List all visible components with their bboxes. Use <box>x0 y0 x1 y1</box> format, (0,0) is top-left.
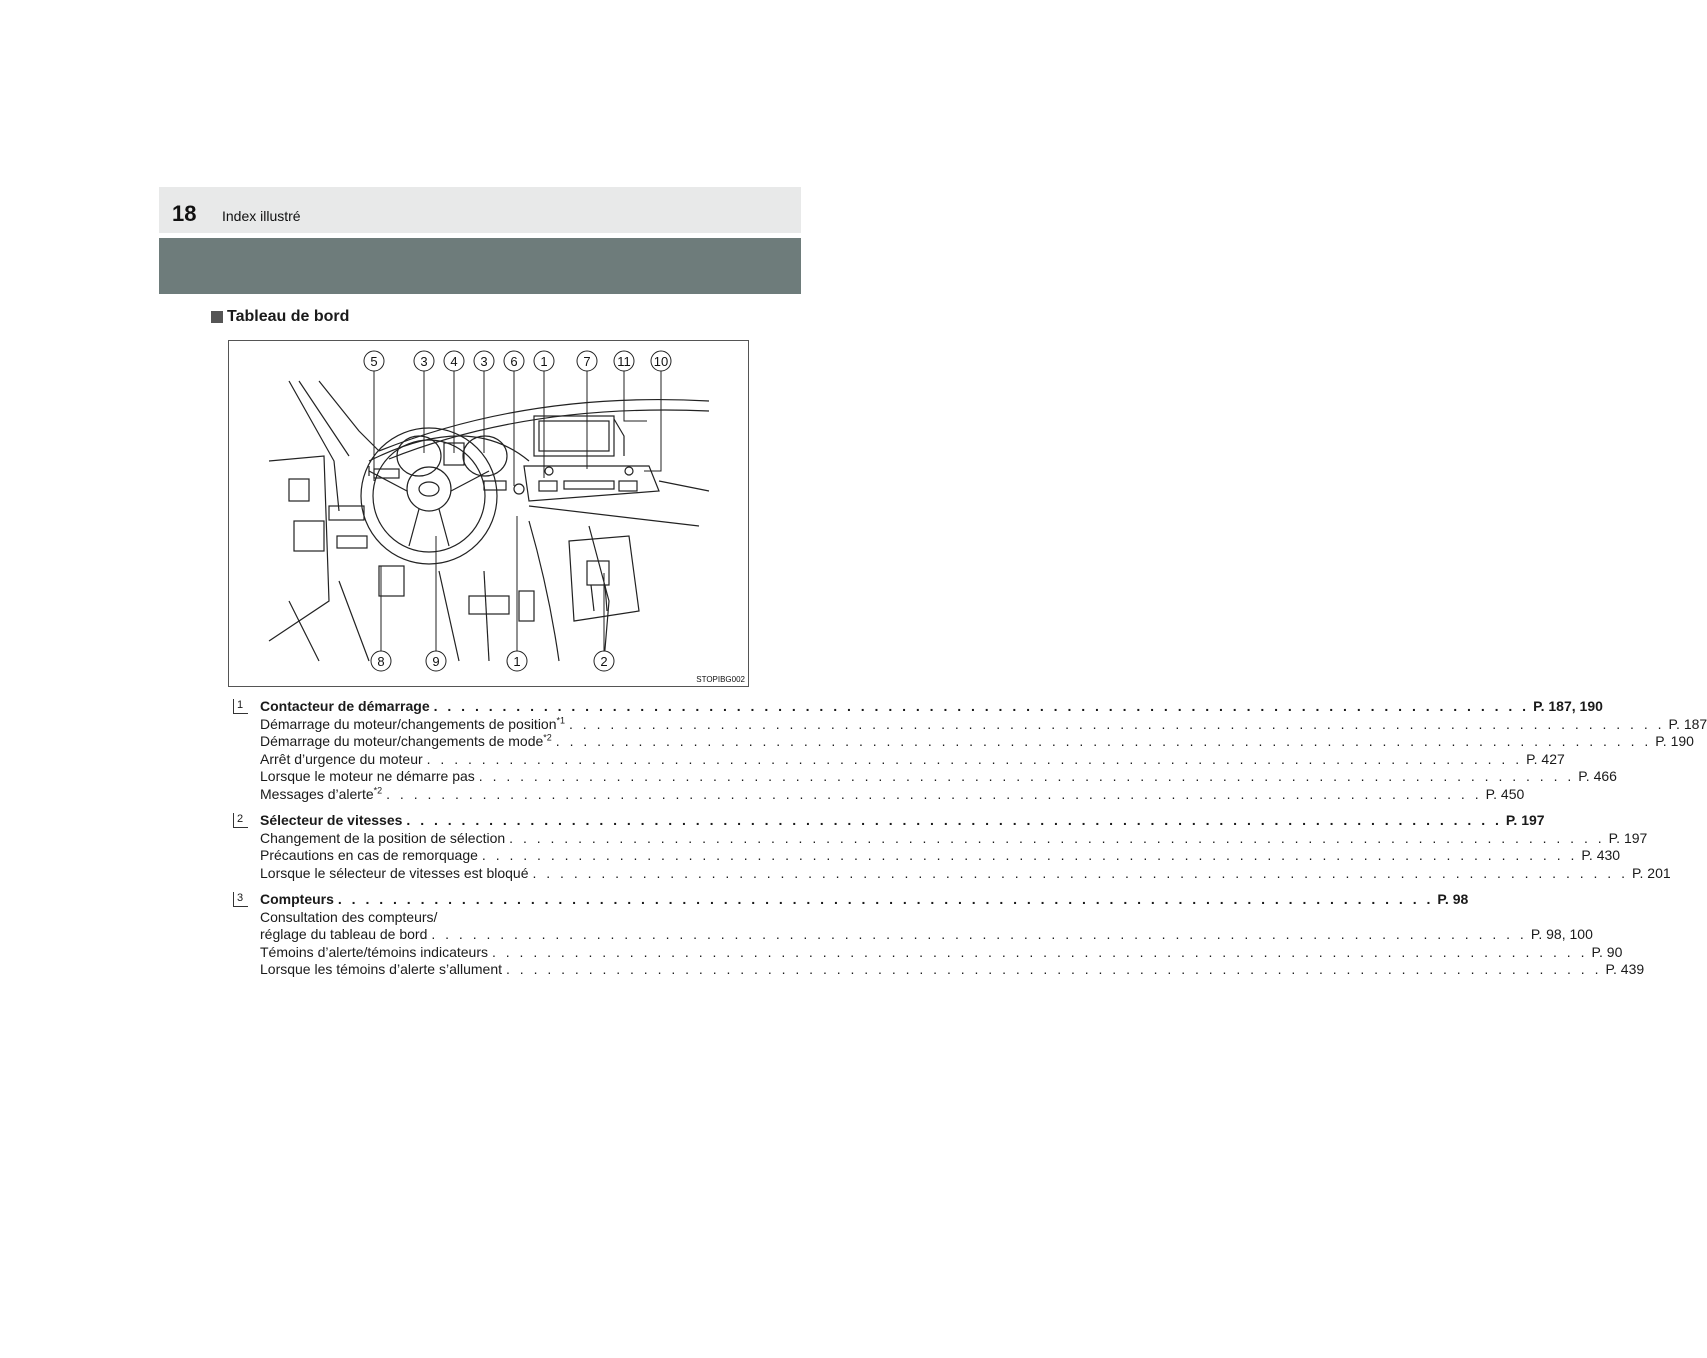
section-heading <box>211 308 349 326</box>
entry-page-link[interactable]: P. 98 <box>1437 891 1469 907</box>
line-text: Démarrage du moteur/changements de mode <box>260 733 544 749</box>
entry-line <box>260 847 1621 865</box>
entry-line <box>260 943 1623 962</box>
leader-dots: . . . . . . . . . . . . . . . . . . . . . . . . . . . . . . . . . . . . . . . . . . . . . . . . . . . . . . . . . . . . . . . . . . . . . . . . . . . . . . . . <box>481 847 1578 863</box>
leader-dots: . . . . . . . . . . . . . . . . . . . . . . . . . . . . . . . . . . . . . . . . . . . . . . . . . . . . . . . . . . . . . . . . . . . . . . . . . . . . . . . . <box>492 943 1588 960</box>
line-page-link[interactable]: P. 190 <box>1655 733 1694 749</box>
callout-label: 1 <box>540 354 548 369</box>
callout-label: 3 <box>420 354 428 369</box>
entry-line <box>260 926 1593 944</box>
leader-dots: . . . . . . . . . . . . . . . . . . . . . . . . . . . . . . . . . . . . . . . . . . . . . . . . . . . . . . . . . . . . . . . . . . . . . . . . . . . . . . . . <box>569 715 1665 732</box>
entry-line <box>260 750 1565 769</box>
entry-line <box>260 961 1645 979</box>
leader-dots: . . . . . . . . . . . . . . . . . . . . . . . . . . . . . . . . . . . . . . . . . . . . . . . . . . . . . . . . . . . . . . . . . . . . . . . . . . . . . . . . <box>431 926 1527 942</box>
line-page-link[interactable]: P. 466 <box>1578 768 1617 784</box>
entry-title: Compteurs <box>260 891 334 907</box>
line-text: Lorsque les témoins d’alerte s’allument <box>260 961 503 977</box>
line-page-link[interactable]: P. 427 <box>1526 750 1565 767</box>
line-page-link[interactable]: P. 98, 100 <box>1530 926 1593 942</box>
leader-dots: . . . . . . . . . . . . . . . . . . . . . . . . . . . . . . . . . . . . . . . . . . . . . . . . . . . . . . . . . . . . . . . . . . . . . . . . . . . . . . . . <box>555 733 1652 749</box>
callout-label: 2 <box>600 654 608 669</box>
line-page-link[interactable]: P. 201 <box>1631 864 1671 881</box>
line-text: Démarrage du moteur/changements de position <box>260 715 557 732</box>
entry-shift-lever <box>233 812 1671 882</box>
section-heading-text: Tableau de bord <box>227 308 350 325</box>
header-title: Index illustré <box>222 208 301 224</box>
entry-meters <box>233 891 1645 979</box>
leader-dots: . . . . . . . . . . . . . . . . . . . . . . . . . . . . . . . . . . . . . . . . . . . . . . . . . . . . . . . . . . . . . . . . . . . . . . . . . . . . . . . . <box>532 864 1628 881</box>
leader-dots: . . . . . . . . . . . . . . . . . . . . . . . . . . . . . . . . . . . . . . . . . . . . . . . . . . . . . . . . . . . . . . . . . . . . . . . . . . . . . . . . <box>509 829 1605 846</box>
entry-list <box>233 698 1707 988</box>
leader-dots: . . . . . . . . . . . . . . . . . . . . . . . . . . . . . . . . . . . . . . . . . . . . . . . . . . . . . . . . . . . . . . . . . . . . . . . . . . . . . . . . <box>337 891 1434 907</box>
callout-label: 10 <box>653 354 669 369</box>
footnote-marker: *2 <box>543 732 552 743</box>
entry-title-row <box>260 891 1469 909</box>
dashboard-drawing <box>229 341 750 688</box>
callout-label: 7 <box>583 354 591 369</box>
figure-code: STOPIBG002 <box>696 675 745 684</box>
line-page-link[interactable]: P. 439 <box>1605 961 1645 977</box>
footnote-marker: *2 <box>373 784 383 795</box>
entry-line <box>260 732 1694 751</box>
callout-label: 9 <box>432 654 440 669</box>
line-text: Témoins d’alerte/témoins indicateurs <box>260 943 488 960</box>
leader-dots: . . . . . . . . . . . . . . . . . . . . . . . . . . . . . . . . . . . . . . . . . . . . . . . . . . . . . . . . . . . . . . . . . . . . . . . . . . . . . . . . <box>478 768 1575 784</box>
line-page-link[interactable]: P. 187 <box>1668 715 1707 732</box>
line-page-link[interactable]: P. 450 <box>1485 785 1525 802</box>
line-text: Changement de la position de sélection <box>260 829 506 846</box>
section-bar <box>159 238 801 294</box>
line-text: Lorsque le moteur ne démarre pas <box>260 768 475 784</box>
dashboard-illustration <box>228 340 749 687</box>
line-page-link[interactable]: P. 197 <box>1608 829 1648 846</box>
line-text: Arrêt d’urgence du moteur <box>260 750 423 767</box>
entry-page-link[interactable]: P. 187, 190 <box>1533 698 1603 714</box>
leader-dots: . . . . . . . . . . . . . . . . . . . . . . . . . . . . . . . . . . . . . . . . . . . . . . . . . . . . . . . . . . . . . . . . . . . . . . . . . . . . . . . . <box>433 698 1530 714</box>
callout-label: 5 <box>370 354 378 369</box>
line-text: Précautions en cas de remorquage <box>260 847 478 863</box>
page-number: 18 <box>172 201 197 226</box>
entry-title-row <box>260 698 1603 716</box>
entry-line <box>260 864 1671 883</box>
line-text: réglage du tableau de bord <box>260 926 428 942</box>
leader-dots: . . . . . . . . . . . . . . . . . . . . . . . . . . . . . . . . . . . . . . . . . . . . . . . . . . . . . . . . . . . . . . . . . . . . . . . . . . . . . . . . <box>386 785 1482 802</box>
entry-number: 3 <box>233 892 248 907</box>
callout-label: 3 <box>480 354 488 369</box>
callout-label: 4 <box>450 354 458 369</box>
line-text: Consultation des compteurs/ <box>260 908 438 925</box>
entry-title: Contacteur de démarrage <box>260 698 430 714</box>
callout-label: 1 <box>513 654 521 669</box>
callout-label: 8 <box>377 654 385 669</box>
entry-line <box>260 768 1617 786</box>
callout-label: 11 <box>617 354 631 369</box>
leader-dots: . . . . . . . . . . . . . . . . . . . . . . . . . . . . . . . . . . . . . . . . . . . . . . . . . . . . . . . . . . . . . . . . . . . . . . . . . . . . . . . . <box>426 750 1523 767</box>
callout-label: 6 <box>510 354 518 369</box>
entry-title-row <box>260 812 1545 830</box>
line-text: Messages d’alerte <box>260 785 374 802</box>
entry-line <box>260 714 1707 734</box>
entry-title: Sélecteur de vitesses <box>260 812 403 828</box>
entry-page-link[interactable]: P. 197 <box>1505 812 1545 828</box>
heading-square-icon <box>211 311 223 323</box>
line-page-link[interactable]: P. 90 <box>1591 943 1623 960</box>
line-page-link[interactable]: P. 430 <box>1581 847 1621 863</box>
leader-dots: . . . . . . . . . . . . . . . . . . . . . . . . . . . . . . . . . . . . . . . . . . . . . . . . . . . . . . . . . . . . . . . . . . . . . . . . . . . . . . . . <box>406 812 1502 828</box>
line-text: Lorsque le sélecteur de vitesses est bloqué <box>260 864 529 881</box>
leader-dots: . . . . . . . . . . . . . . . . . . . . . . . . . . . . . . . . . . . . . . . . . . . . . . . . . . . . . . . . . . . . . . . . . . . . . . . . . . . . . . . . <box>506 961 1602 977</box>
entry-line <box>260 784 1525 804</box>
entry-ignition <box>233 698 1707 803</box>
entry-number: 2 <box>233 813 248 828</box>
entry-line <box>260 829 1648 848</box>
footnote-marker: *1 <box>556 714 566 725</box>
entry-number: 1 <box>233 699 248 714</box>
